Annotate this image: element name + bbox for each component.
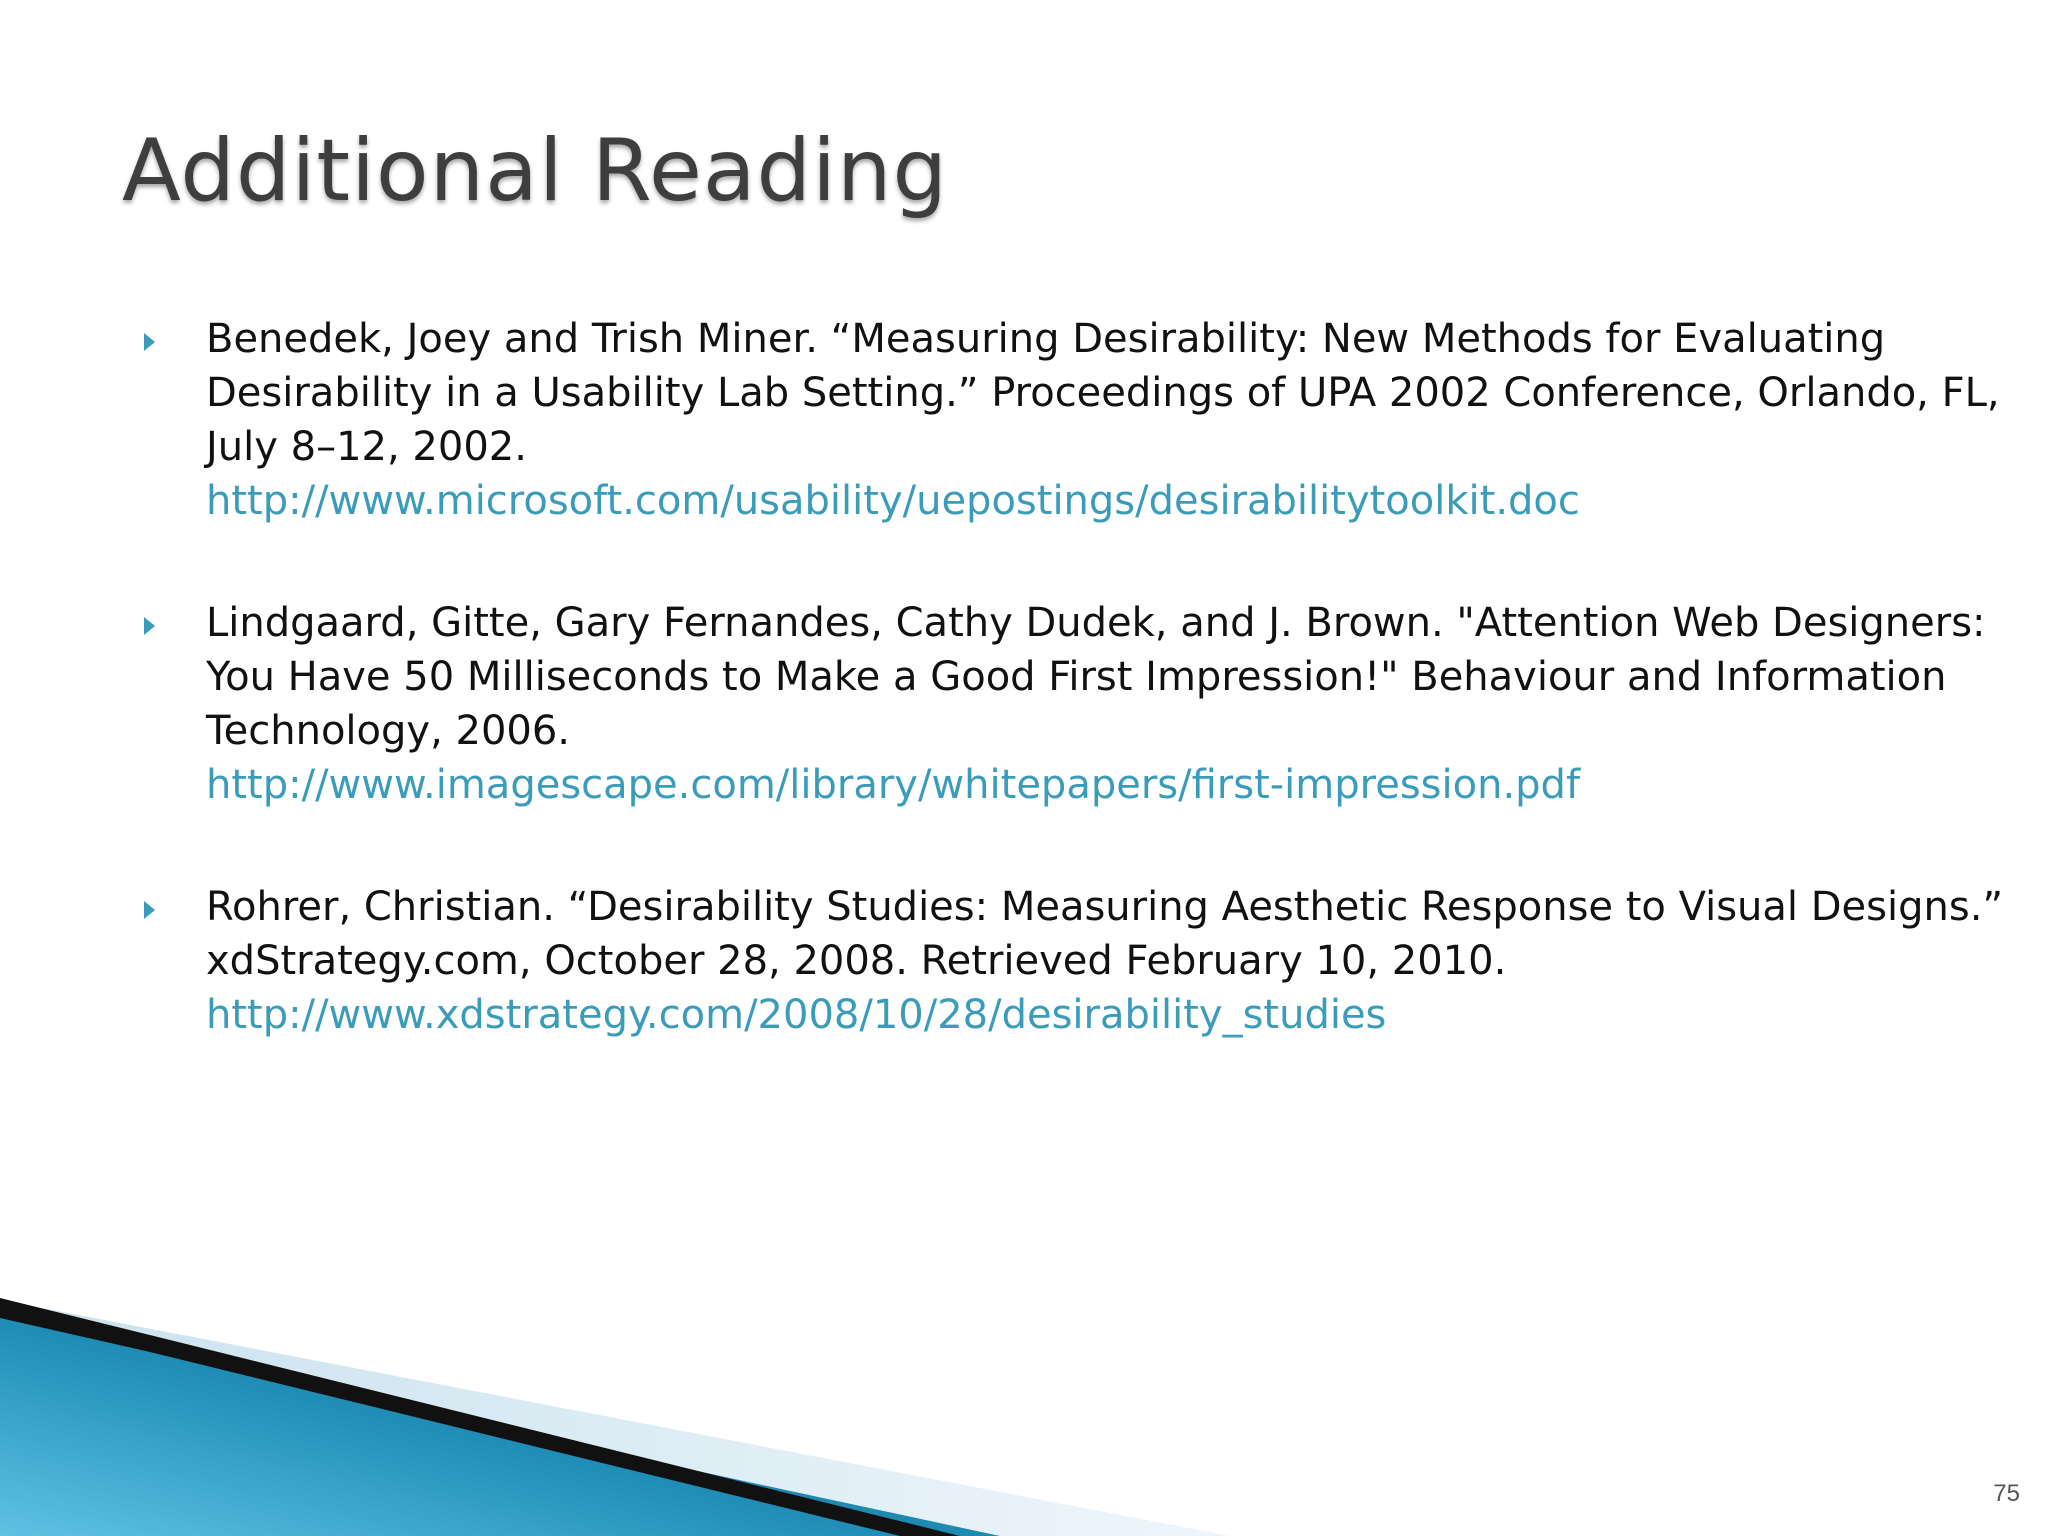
reference-item: [140, 596, 2020, 812]
reference-citation: Lindgaard, Gitte, Gary Fernandes, Cathy Dudek, and J. Brown. "Attention Web Designers: You Have 50 Milliseconds to Make a Good First Impression!" Behaviour and Information Technology, 2006.: [206, 600, 1986, 754]
reference-item: [140, 880, 2020, 1042]
reference-link[interactable]: http://www.imagescape.com/library/whitepapers/first-impression.pdf: [206, 762, 1581, 808]
slide-title: Additional Reading: [122, 121, 949, 221]
reference-list: [140, 312, 2020, 1110]
reference-link[interactable]: http://www.microsoft.com/usability/uepostings/desirabilitytoolkit.doc: [206, 478, 1580, 524]
page-number: 75: [1993, 1480, 2020, 1507]
bullet-arrow-icon: [144, 617, 155, 635]
reference-citation: Benedek, Joey and Trish Miner. “Measuring Desirability: New Methods for Evaluating Desirability in a Usability Lab Setting.” Proceedings of UPA 2002 Conference, Orlando, FL, July 8–12, 2002.: [206, 316, 2000, 470]
bullet-arrow-icon: [144, 333, 155, 351]
reference-citation: Rohrer, Christian. “Desirability Studies: Measuring Aesthetic Response to Visual Designs.” xdStrategy.com, October 28, 2008. Retrieved February 10, 2010.: [206, 884, 2004, 984]
reference-link[interactable]: http://www.xdstrategy.com/2008/10/28/desirability_studies: [206, 992, 1387, 1038]
reference-item: [140, 312, 2020, 528]
bullet-arrow-icon: [144, 901, 155, 919]
